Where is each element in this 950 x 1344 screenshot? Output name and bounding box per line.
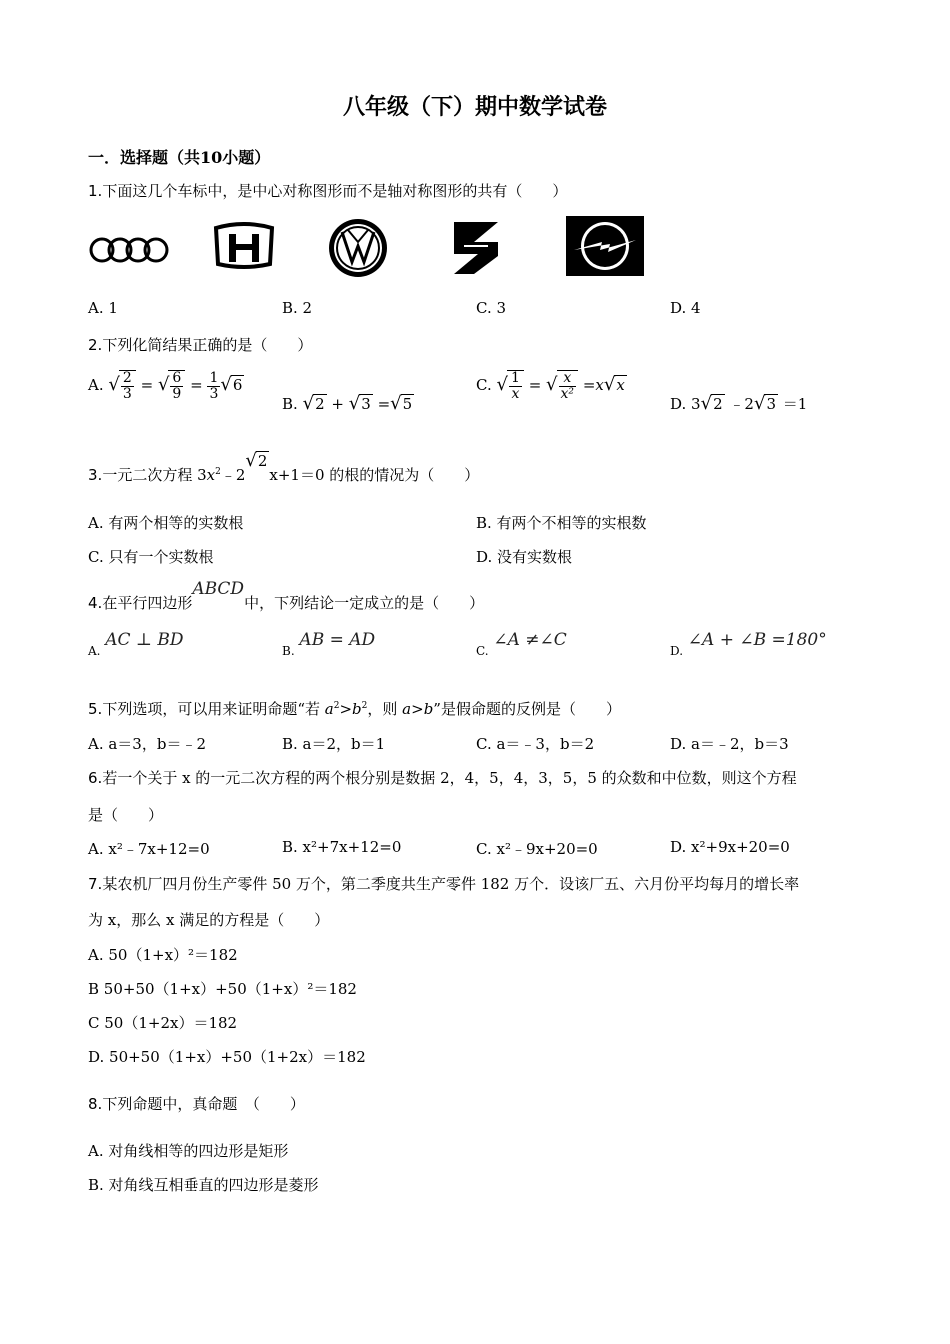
question-7-line-2: 为 x，那么 x 满足的方程是（ ） [88, 911, 330, 929]
q3-option-c[interactable]: C. 只有一个实数根 [88, 548, 214, 566]
q6-option-b[interactable]: B. x²+7x+12=0 [282, 838, 402, 856]
question-4: 4.在平行四边形ABCD中，下列结论一定成立的是（ ） [88, 579, 485, 612]
audi-logo [88, 232, 172, 268]
q6-option-c[interactable]: C. x²﹣9x+20=0 [476, 840, 598, 858]
volkswagen-logo [326, 216, 390, 280]
question-number: 2. [88, 336, 103, 354]
honda-logo [212, 222, 276, 270]
q4-option-d[interactable]: D. ∠A + ∠B =180° [670, 630, 827, 658]
question-3: 3.一元二次方程 $3x^2﹣2√2x+1=0$ 的根的情况为（ ） [88, 450, 480, 484]
q4-option-c[interactable]: C. ∠A ≠∠C [476, 630, 567, 658]
question-text: 下列化简结果正确的是（ ） [102, 336, 313, 354]
q8-option-b[interactable]: B. 对角线互相垂直的四边形是菱形 [88, 1176, 319, 1194]
q7-option-c[interactable]: C 50（1+2x）＝182 [88, 1014, 238, 1032]
q1-option-b[interactable]: B. 2 [282, 299, 313, 317]
q5-option-b[interactable]: B. a＝2，b＝1 [282, 735, 386, 753]
q5-option-d[interactable]: D. a＝﹣2，b＝3 [670, 735, 789, 753]
q5-option-a[interactable]: A. a＝3，b＝﹣2 [88, 735, 207, 753]
question-6: 6.若一个关于 x 的一元二次方程的两个根分别是数据 2，4，5，4，3，5，5 的众数和中位数，则这个方程 [88, 769, 797, 787]
q6-option-a[interactable]: A. x²﹣7x+12=0 [88, 840, 210, 858]
q7-option-b[interactable]: B 50+50（1+x）+50（1+x）²＝182 [88, 980, 357, 998]
page-title: 八年级（下）期中数学试卷 [342, 94, 607, 120]
q1-option-d[interactable]: D. 4 [670, 299, 701, 317]
q7-option-d[interactable]: D. 50+50（1+x）+50（1+2x）＝182 [88, 1048, 366, 1066]
q3-option-a[interactable]: A. 有两个相等的实数根 [88, 514, 244, 532]
q8-option-a[interactable]: A. 对角线相等的四边形是矩形 [88, 1142, 289, 1160]
q1-option-c[interactable]: C. 3 [476, 299, 507, 317]
question-5: 5.下列选项，可以用来证明命题“若 $a^2>b^2$，则 a>b”是假命题的反例是（ ） [88, 700, 621, 718]
question-7: 7.某农机厂四月份生产零件 50 万个，第二季度共生产零件 182 万个．设该厂五、六月份平均每月的增长率 [88, 875, 800, 893]
suzuki-logo [444, 216, 508, 280]
question-8: 8.下列命题中，真命题 （ ） [88, 1095, 305, 1113]
q3-option-d[interactable]: D. 没有实数根 [476, 548, 573, 566]
question-number: 1. [88, 182, 103, 200]
q7-option-a[interactable]: A. 50（1+x）²＝182 [88, 946, 238, 964]
q6-option-d[interactable]: D. x²+9x+20=0 [670, 838, 790, 856]
q2-option-d[interactable]: D. 3√2 ﹣2√3 ＝1 [670, 393, 808, 414]
q5-option-c[interactable]: C. a＝﹣3，b＝2 [476, 735, 595, 753]
question-6-line-2: 是（ ） [88, 806, 164, 824]
question-1 [88, 180, 567, 201]
section-heading: 一．选择题（共10小题） [88, 148, 271, 167]
q4-option-b[interactable]: B. AB = AD [282, 630, 376, 658]
q2-option-b[interactable]: B. √2 + √3 =√5 [282, 393, 413, 414]
opel-logo [566, 216, 644, 276]
q3-option-b[interactable]: B. 有两个不相等的实根数 [476, 514, 647, 532]
q2-option-c[interactable]: C. √ $\frac{1}{x}$ = √ $\frac{x}{\text{x²}}$ =x√x [476, 370, 625, 402]
q1-option-a[interactable]: A. 1 [88, 299, 118, 317]
q4-option-a[interactable]: A. AC ⊥ BD [88, 630, 184, 658]
question-text: 下面这几个车标中，是中心对称图形而不是轴对称图形的共有（ ） [102, 182, 568, 200]
q2-option-a[interactable]: A. √ $\frac{2}{3}$ = √ $\frac{6}{9}$ = $\frac{1}{3}$ √6 [88, 370, 243, 402]
question-2 [88, 334, 312, 355]
